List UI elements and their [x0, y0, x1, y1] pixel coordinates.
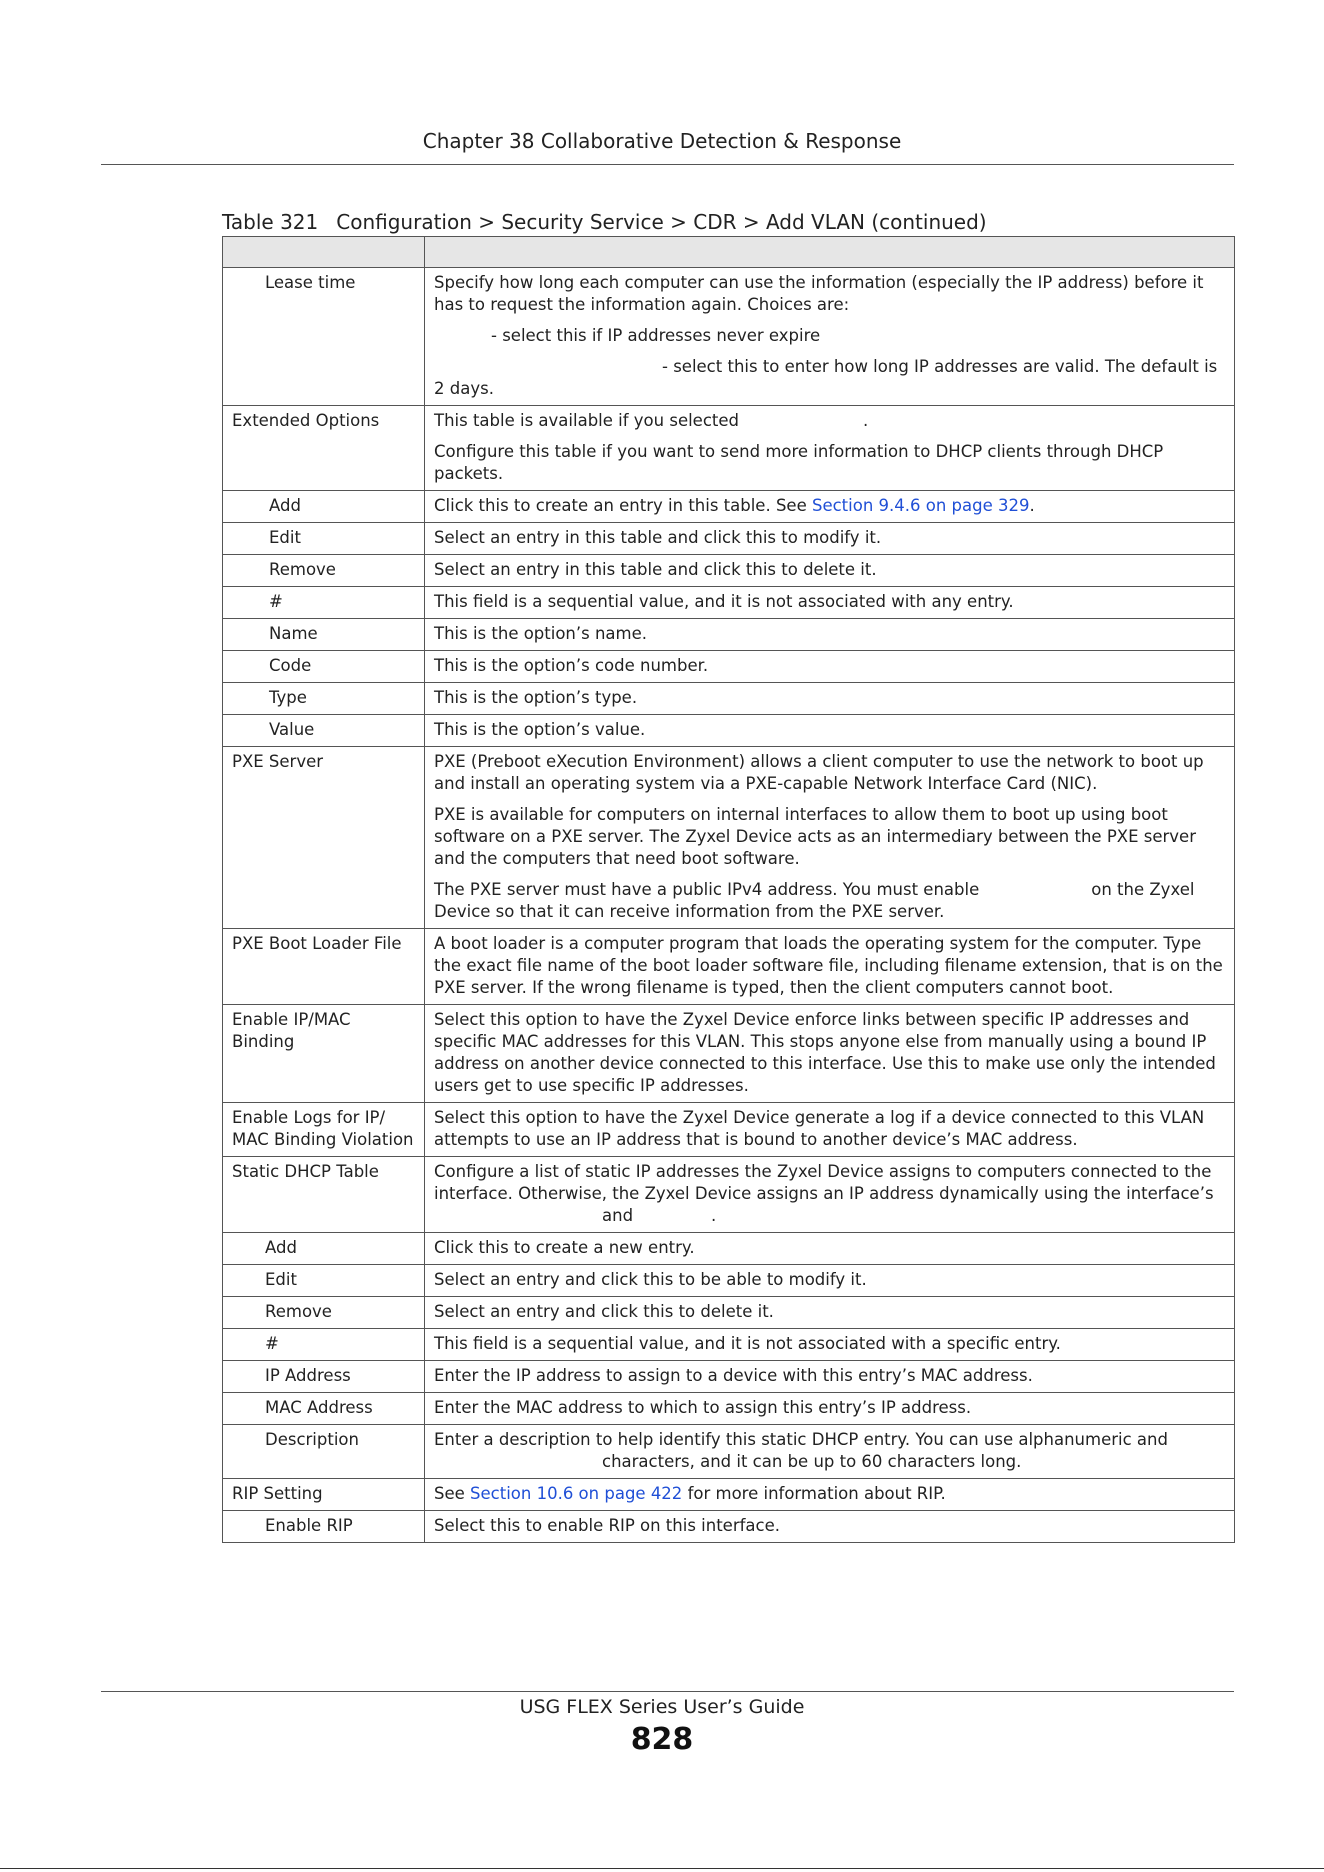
row-description: Select an entry and click this to delete it. [425, 1297, 1235, 1329]
description-line: Enter a description to help identify this static DHCP entry. You can use alphanumeric and [434, 1430, 1168, 1449]
row-label: Value [223, 715, 425, 747]
row-label: Add [223, 491, 425, 523]
table-row [223, 1005, 1235, 1103]
row-description: Click this to create a new entry. [425, 1233, 1235, 1265]
table-row [223, 491, 1235, 523]
description-paragraph: - select this to enter how long IP addresses are valid. The default is 2 days. [434, 357, 1218, 398]
row-description: This field is a sequential value, and it is not associated with a specific entry. [425, 1329, 1235, 1361]
table-row [223, 406, 1235, 491]
row-label: MAC Address [223, 1393, 425, 1425]
table-row [223, 555, 1235, 587]
text-fragment: . [1029, 496, 1035, 515]
table-row [223, 1393, 1235, 1425]
row-label: Enable RIP [223, 1511, 425, 1543]
configuration-table [222, 236, 1235, 1543]
row-description: This field is a sequential value, and it is not associated with any entry. [425, 587, 1235, 619]
row-description: Enter the IP address to assign to a device with this entry’s MAC address. [425, 1361, 1235, 1393]
row-description: Select this option to have the Zyxel Device generate a log if a device connected to this VLAN attempts to use an IP address that is bound to another device’s MAC address. [425, 1103, 1235, 1157]
text-fragment: The PXE server must have a public IPv4 address. You must enable [434, 880, 980, 899]
description-paragraph: - select this if IP addresses never expire [491, 326, 821, 345]
row-description: This is the option’s type. [425, 683, 1235, 715]
row-description [425, 491, 1235, 523]
description-paragraph: Configure this table if you want to send more information to DHCP clients through DHCP packets. [434, 442, 1164, 483]
row-description: Select an entry in this table and click this to modify it. [425, 523, 1235, 555]
table-title: Configuration > Security Service > CDR > Add VLAN (continued) [336, 210, 987, 234]
description-paragraph: Specify how long each computer can use the information (especially the IP address) before it has to request the information again. Choices are: [434, 273, 1204, 314]
row-label: PXE Boot Loader File [223, 929, 425, 1005]
footer-rule [101, 1691, 1234, 1692]
table-row [223, 1425, 1235, 1479]
description-paragraph: PXE is available for computers on internal interfaces to allow them to boot up using boot software on a PXE server. The Zyxel Device acts as an intermediary between the PXE server and the computers that need boot software. [434, 805, 1196, 868]
table-row [223, 1157, 1235, 1233]
table-row [223, 1265, 1235, 1297]
footer-guide-title: USG FLEX Series User’s Guide [519, 1696, 805, 1718]
row-description: Select this to enable RIP on this interface. [425, 1511, 1235, 1543]
table-row [223, 619, 1235, 651]
row-description [425, 268, 1235, 406]
row-description: Select an entry in this table and click this to delete it. [425, 555, 1235, 587]
row-description: Select an entry and click this to be able to modify it. [425, 1265, 1235, 1297]
table-row [223, 268, 1235, 406]
text-fragment: See [434, 1484, 465, 1503]
bottom-rule [0, 1868, 1324, 1869]
row-label: # [223, 587, 425, 619]
row-label: Enable IP/MAC Binding [223, 1005, 425, 1103]
table-row [223, 523, 1235, 555]
table-row [223, 929, 1235, 1005]
text-fragment: Click this to create an entry in this table. See [434, 496, 807, 515]
row-description [425, 1425, 1235, 1479]
section-link-10-6[interactable]: Section 10.6 on page 422 [470, 1484, 683, 1503]
row-description: Select this option to have the Zyxel Device enforce links between specific IP addresses and specific MAC addresses for this VLAN. This stops anyone else from manually using a bound IP address on another device connected to this interface. Use this to make use only the intended users get to use specific IP addresses. [425, 1005, 1235, 1103]
row-label: Name [223, 619, 425, 651]
row-label: IP Address [223, 1361, 425, 1393]
table-row [223, 1103, 1235, 1157]
table-caption [222, 210, 987, 234]
row-label: PXE Server [223, 747, 425, 929]
row-label: Code [223, 651, 425, 683]
table-row [223, 1511, 1235, 1543]
header-rule [101, 164, 1234, 165]
row-description [425, 747, 1235, 929]
row-label: Remove [223, 1297, 425, 1329]
row-description [425, 1157, 1235, 1233]
table-row [223, 587, 1235, 619]
row-description: A boot loader is a computer program that loads the operating system for the computer. Type the exact file name of the boot loader software file, including filename extension, that is on the PXE server. If the wrong filename is typed, then the client computers cannot boot. [425, 929, 1235, 1005]
table-row [223, 1297, 1235, 1329]
row-description: This is the option’s value. [425, 715, 1235, 747]
table-row [223, 1479, 1235, 1511]
text-fragment: This table is available if you selected [434, 411, 739, 430]
row-label: Type [223, 683, 425, 715]
table-row [223, 747, 1235, 929]
text-fragment: and [602, 1206, 634, 1225]
description-line: characters, and it can be up to 60 characters long. [602, 1452, 1022, 1471]
row-label: Remove [223, 555, 425, 587]
text-fragment: for more information about RIP. [687, 1484, 946, 1503]
table-row [223, 1329, 1235, 1361]
header-cell-label [223, 237, 425, 268]
description-paragraph [434, 410, 1226, 432]
header-cell-description [425, 237, 1235, 268]
row-description [425, 406, 1235, 491]
section-link-9-4-6[interactable]: Section 9.4.6 on page 329 [811, 496, 1030, 515]
table-header-row [223, 237, 1235, 268]
table-row [223, 683, 1235, 715]
row-label: RIP Setting [223, 1479, 425, 1511]
row-description: This is the option’s code number. [425, 651, 1235, 683]
page-number: 828 [630, 1722, 694, 1757]
table-row [223, 715, 1235, 747]
row-label: Extended Options [223, 406, 425, 491]
table-number: Table 321 [222, 210, 319, 234]
row-description [425, 1479, 1235, 1511]
text-fragment: Configure a list of static IP addresses the Zyxel Device assigns to computers connected to the interface. Otherwise, the Zyxel Device assigns an IP address dynamically using the interface’s [434, 1162, 1214, 1203]
text-fragment: . [711, 1206, 717, 1225]
text-fragment: on the Zyxel Device so that it can receive information from the PXE server. [434, 880, 1195, 921]
text-fragment: . [863, 411, 869, 430]
row-label: Enable Logs for IP/ MAC Binding Violation [223, 1103, 425, 1157]
row-description: Enter the MAC address to which to assign this entry’s IP address. [425, 1393, 1235, 1425]
table-row [223, 1361, 1235, 1393]
page-header-title: Chapter 38 Collaborative Detection & Response [422, 129, 902, 153]
row-label: Edit [223, 1265, 425, 1297]
row-label: Add [223, 1233, 425, 1265]
row-label: Static DHCP Table [223, 1157, 425, 1233]
row-label: Edit [223, 523, 425, 555]
table-row [223, 1233, 1235, 1265]
description-paragraph: PXE (Preboot eXecution Environment) allows a client computer to use the network to boot up and install an operating system via a PXE-capable Network Interface Card (NIC). [434, 752, 1204, 793]
description-paragraph [434, 879, 1226, 923]
row-label: Lease time [223, 268, 425, 406]
row-label: Description [223, 1425, 425, 1479]
row-label: # [223, 1329, 425, 1361]
row-description: This is the option’s name. [425, 619, 1235, 651]
table-row [223, 651, 1235, 683]
